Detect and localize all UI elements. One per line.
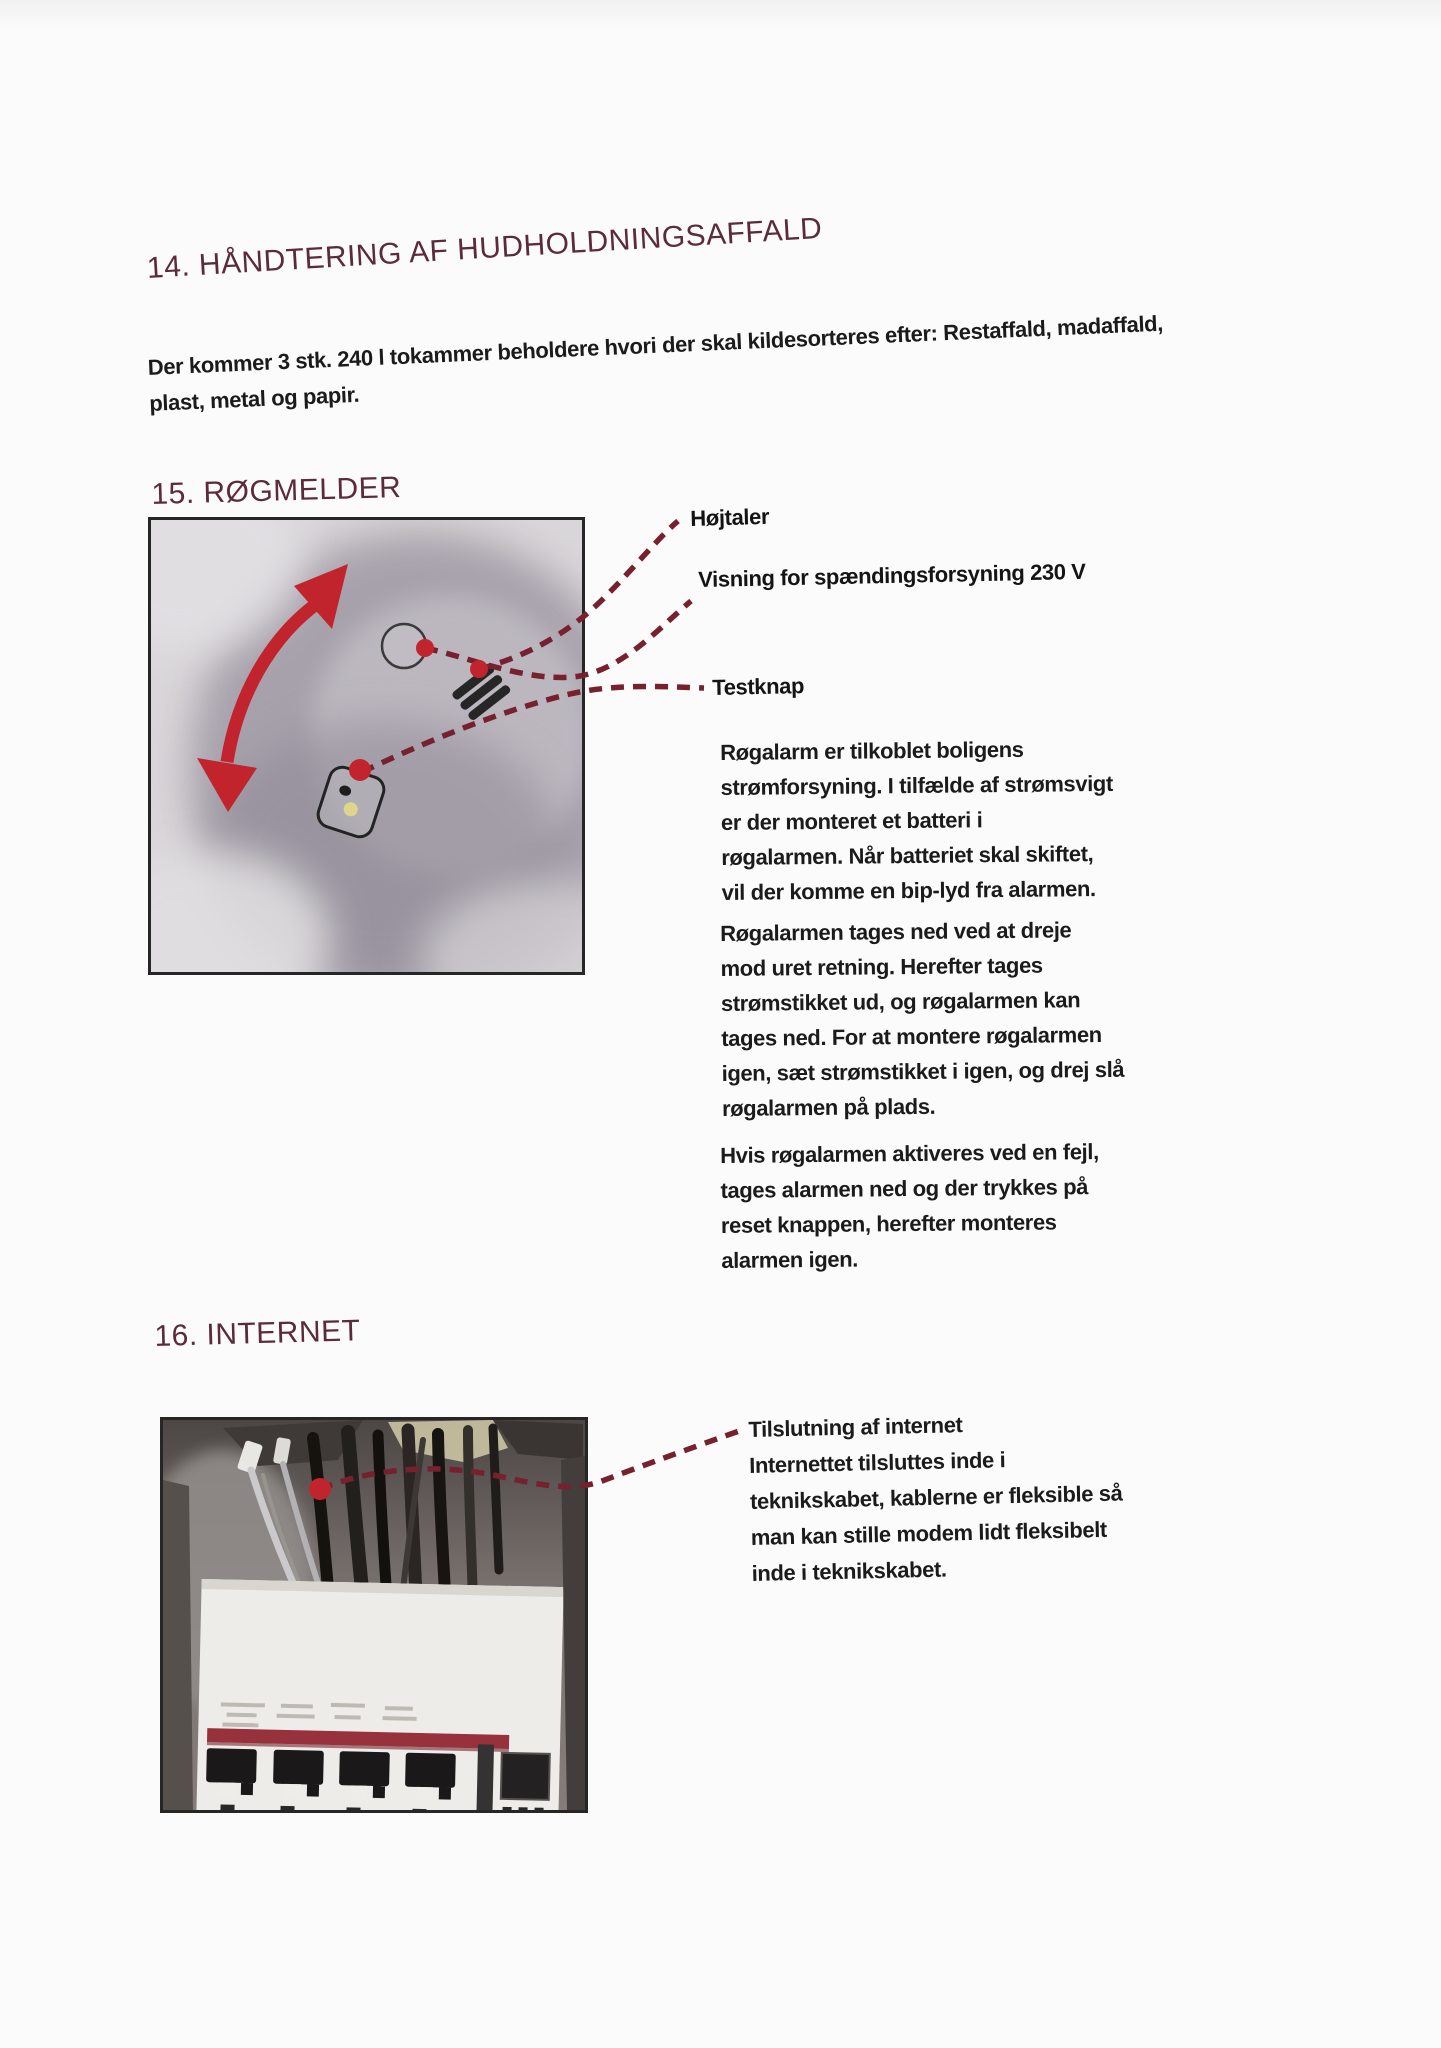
indicator-ring-icon: [382, 624, 426, 668]
panel-display: [501, 1753, 550, 1800]
section-14-heading: 14. HÅNDTERING AF HUDHOLDNINGSAFFALD: [146, 211, 824, 285]
breaker-panel: [196, 1579, 563, 1810]
smoke-paragraph-3: Hvis røgalarmen aktiveres ved en fejl, tages alarmen ned og der trykkes på reset knappen, herefter monteres alarmen igen.: [720, 1139, 1099, 1273]
internet-photo-art: [163, 1420, 585, 1810]
section-14-paragraph: Der kommer 3 stk. 240 l tokammer beholdere hvori der skal kildesorteres efter: Restaffald, madaffald, plast, metal og papir.: [147, 310, 1164, 416]
label-speaker: Højtaler: [690, 503, 770, 531]
label-test-button: Testknap: [712, 673, 805, 700]
main-switch: [476, 1744, 494, 1810]
internet-cabinet-photo: [160, 1417, 588, 1813]
smoke-detector-photo: [148, 517, 585, 975]
smoke-paragraph-1: Røgalarm er tilkoblet boligens strømforsyning. I tilfælde af strømsvigt er der monteret et batteri i røgalarmen. Når batteriet skal skiftet, vil der komme en bip-lyd fra alarmen.: [720, 736, 1113, 905]
label-power-indicator: Visning for spændingsforsyning 230 V: [698, 558, 1086, 592]
cabinet-left-edge: [163, 1480, 193, 1810]
smoke-detector-dome: [151, 520, 582, 972]
smoke-paragraph-2: Røgalarmen tages ned ved at dreje mod uret retning. Herefter tages strømstikket ud, og røgalarmen kan tages ned. For at montere røgalarmen igen, sæt strømstikket i igen, og drej slå røgalarmen på plads.: [720, 917, 1125, 1121]
internet-paragraph: Tilslutning af internet Internettet tilsluttes inde i teknikskabet, kablerne er fleksible så man kan stille modem lidt fleksibelt inde i teknikskabet.: [748, 1412, 1123, 1586]
section-16-heading: 16. INTERNET: [154, 1314, 361, 1353]
section-15-heading: 15. RØGMELDER: [151, 471, 402, 511]
smoke-detector-photo-art: [151, 520, 582, 972]
